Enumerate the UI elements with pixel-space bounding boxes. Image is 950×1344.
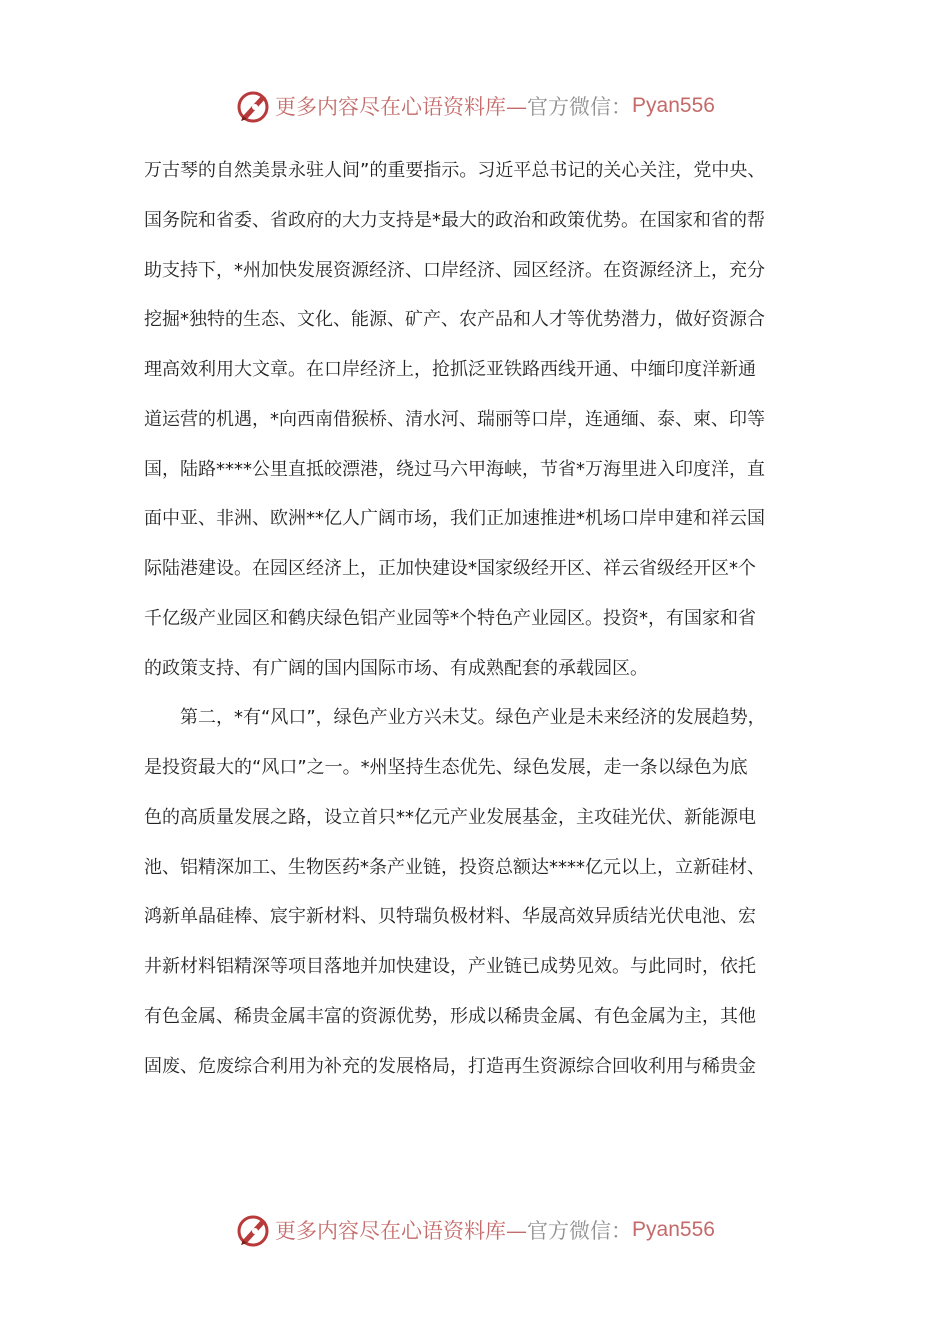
banner-wechat-label: 官方微信： — [527, 95, 633, 119]
text-line: 理高效利用大文章。在口岸经济上，抢抓泛亚铁路西线开通、中缅印度洋新通 — [144, 359, 756, 380]
text-line: 面中亚、非洲、欧洲**亿人广阔市场，我们正加速推进*机场口岸申建和祥云国 — [144, 508, 765, 530]
text-line: 挖掘*独特的生态、文化、能源、矿产、农产品和人才等优势潜力，做好资源合 — [144, 309, 765, 331]
text-line: 池、铝精深加工、生物医药*条产业链，投资总额达****亿元以上，立新硅材、 — [144, 856, 765, 878]
text-line: 有色金属、稀贵金属丰富的资源优势，形成以稀贵金属、有色金属为主，其他 — [144, 1005, 756, 1027]
text-line: 的政策支持、有广阔的国内国际市场、有成熟配套的承载园区。 — [144, 657, 648, 679]
text-line: 色的高质量发展之路，设立首只**亿元产业发展基金，主攻硅光伏、新能源电 — [144, 806, 756, 828]
text-line: 是投资最大的“风口”之一。*州坚持生态优先、绿色发展，走一条以绿色为底 — [144, 757, 748, 778]
text-line: 道运营的机遇，*向西南借猴桥、清水河、瑞丽等口岸，连通缅、泰、柬、印等 — [144, 408, 765, 430]
banner-wechat-label: 官方微信： — [527, 1219, 633, 1243]
banner-text: 更多内容尽在心语资料库— — [275, 1219, 528, 1243]
text-line: 国务院和省委、省政府的大力支持是*最大的政治和政策优势。在国家和省的帮 — [144, 209, 765, 231]
text-line: 千亿级产业园区和鹤庆绿色铝产业园等*个特色产业园区。投资*，有国家和省 — [144, 607, 756, 629]
footer-banner — [0, 1208, 950, 1252]
pen-logo-icon — [235, 88, 271, 124]
banner-wechat-id: Pyan556 — [632, 1218, 715, 1241]
text-line: 万古琴的自然美景永驻人间”的重要指示。习近平总书记的关心关注，党中央、 — [144, 160, 766, 181]
banner-text: 更多内容尽在心语资料库— — [275, 95, 528, 119]
banner-wechat-id: Pyan556 — [632, 94, 715, 117]
text-line: 井新材料铝精深等项目落地并加快建设，产业链已成势见效。与此同时，依托 — [144, 956, 756, 977]
pen-logo-icon — [235, 1212, 271, 1248]
document-body — [144, 146, 814, 1091]
text-line: 助支持下，*州加快发展资源经济、口岸经济、园区经济。在资源经济上，充分 — [144, 259, 765, 281]
header-banner — [0, 84, 950, 128]
text-line: 国，陆路****公里直抵皎漂港，绕过马六甲海峡，节省*万海里进入印度洋，直 — [144, 458, 765, 480]
paragraph-start-line: 第二，*有“风口”，绿色产业方兴未艾。绿色产业是未来经济的发展趋势， — [180, 707, 766, 729]
text-line: 固废、危废综合利用为补充的发展格局，打造再生资源综合回收利用与稀贵金 — [144, 1055, 756, 1077]
text-line: 际陆港建设。在园区经济上，正加快建设*国家级经开区、祥云省级经开区*个 — [144, 558, 756, 579]
text-line: 鸿新单晶硅棒、宸宇新材料、贝特瑞负极材料、华晟高效异质结光伏电池、宏 — [144, 906, 756, 928]
